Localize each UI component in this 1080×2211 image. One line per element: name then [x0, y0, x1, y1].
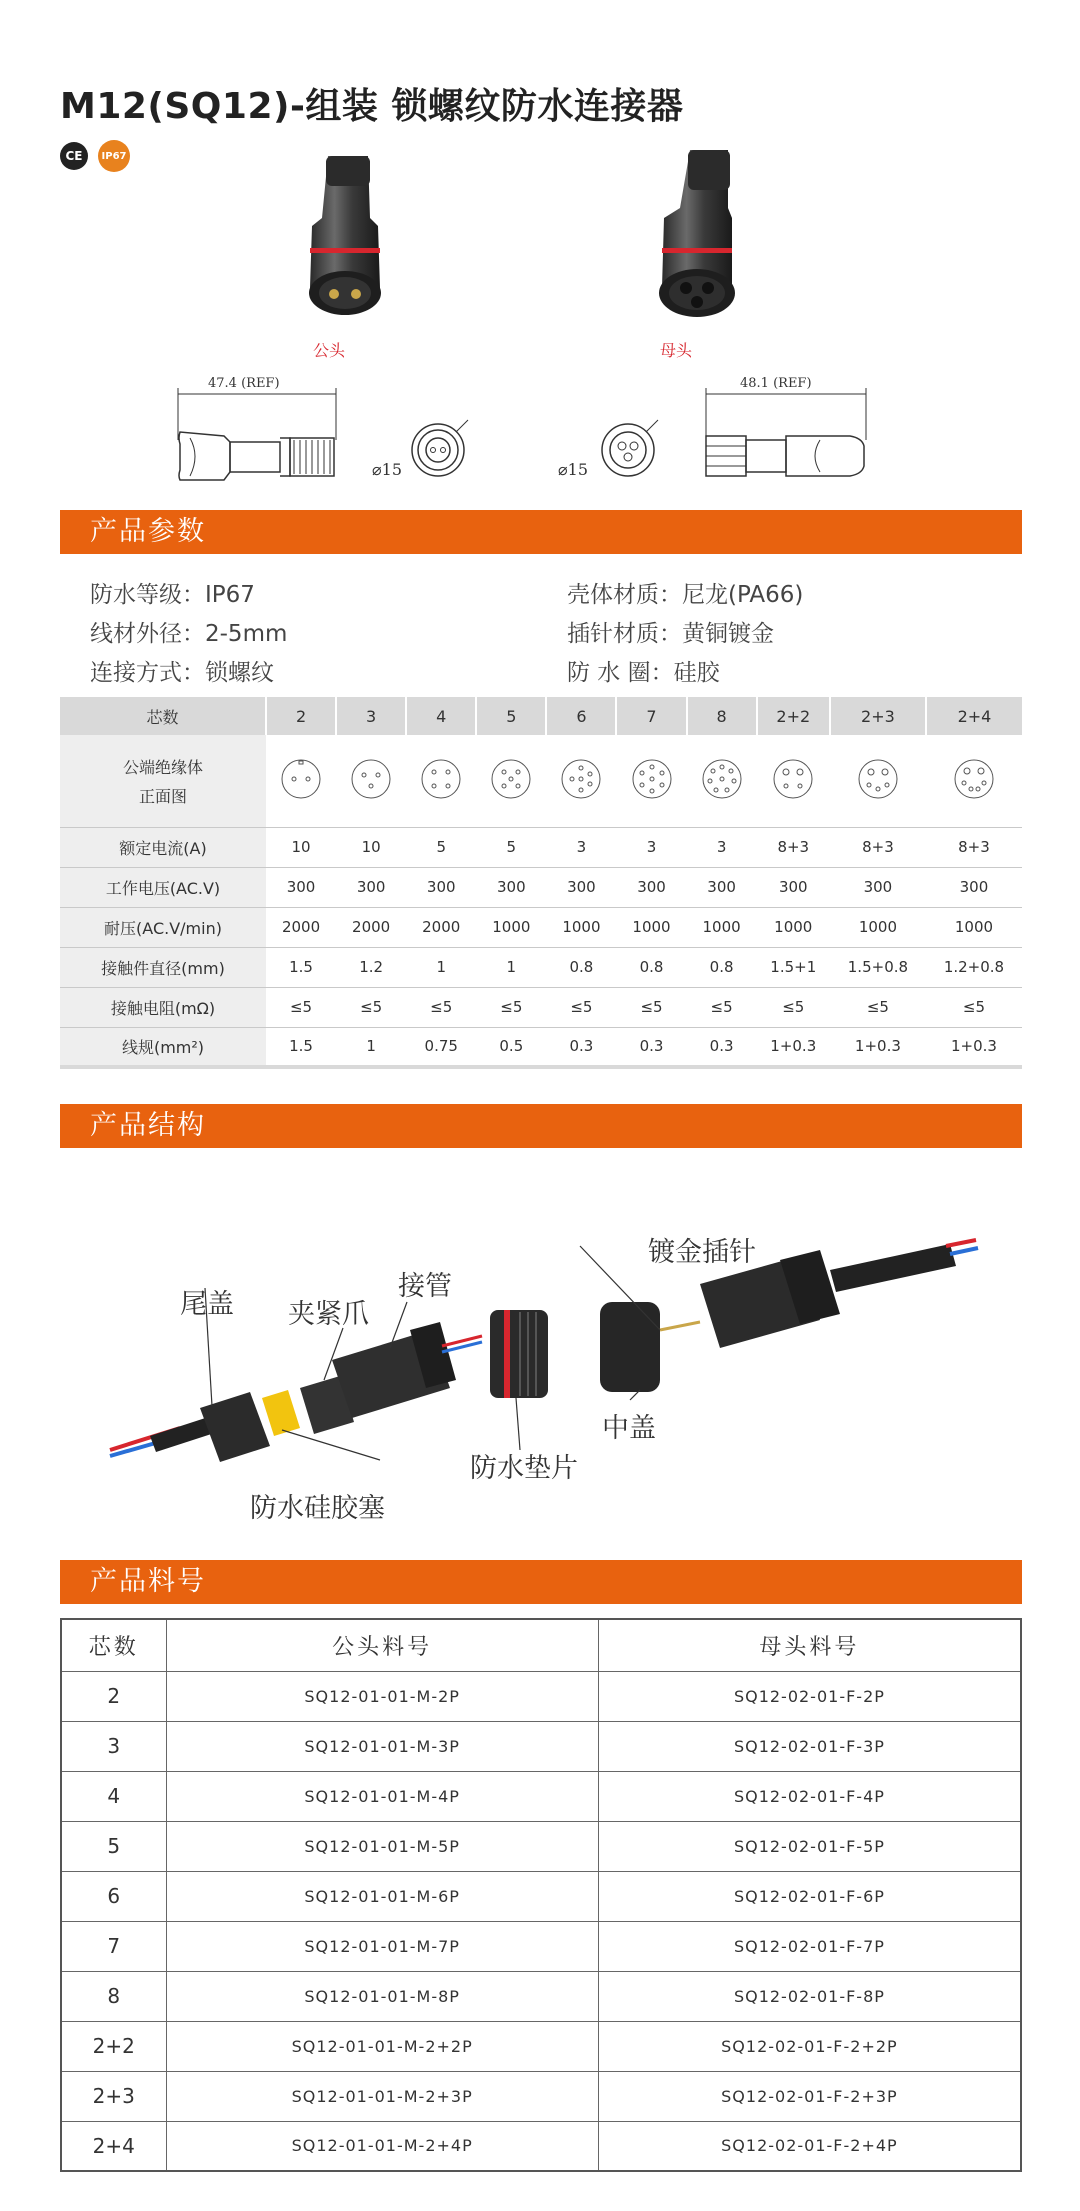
- spec-cell: 1+0.3: [926, 1027, 1022, 1067]
- page-title: M12(SQ12)-组装 锁螺纹防水连接器: [60, 86, 684, 127]
- spec-cell: 1000: [830, 907, 926, 947]
- param-pin-material: 插针材质：黄铜镀金: [567, 621, 774, 647]
- spec-cell: 1: [336, 1027, 406, 1067]
- spec-cell: 300: [687, 867, 757, 907]
- pn-female: SQ12-02-01-F-2+3P: [598, 2071, 1021, 2121]
- spec-face-label-line1: 公端绝缘体: [122, 757, 203, 777]
- pn-male: SQ12-01-01-M-2+3P: [166, 2071, 598, 2121]
- spec-cell: 5: [406, 827, 476, 867]
- pn-header-male: 公头料号: [166, 1619, 598, 1671]
- pn-cores: 6: [61, 1871, 166, 1921]
- female-connector-image: [620, 148, 770, 328]
- param-seal: 防 水 圈：硅胶: [567, 660, 720, 686]
- female-face-drawing: [590, 410, 670, 490]
- pn-cores: 2+2: [61, 2021, 166, 2071]
- table-row: [61, 1971, 1021, 2021]
- spec-cell: 300: [266, 867, 336, 907]
- table-row: [61, 1921, 1021, 1971]
- pn-female: SQ12-02-01-F-2+2P: [598, 2021, 1021, 2071]
- spec-cell: 0.75: [406, 1027, 476, 1067]
- spec-core: 4: [406, 697, 476, 735]
- spec-core: 2: [266, 697, 336, 735]
- spec-row-label: 额定电流(A): [60, 827, 266, 867]
- spec-cell: ≤5: [546, 987, 616, 1027]
- female-dimension-drawing: [700, 380, 880, 490]
- spec-row-label: 接触件直径(mm): [60, 947, 266, 987]
- label-clamp: 夹紧爪: [288, 1299, 369, 1330]
- spec-cell: 0.5: [476, 1027, 546, 1067]
- spec-cell: 0.3: [687, 1027, 757, 1067]
- spec-cell: 2000: [406, 907, 476, 947]
- pn-header-cores: 芯数: [61, 1619, 166, 1671]
- spec-core: 3: [336, 697, 406, 735]
- pin-face-icon: [406, 735, 476, 827]
- male-caption: 公头: [313, 341, 346, 360]
- pn-female: SQ12-02-01-F-4P: [598, 1771, 1021, 1821]
- spec-cell: 10: [336, 827, 406, 867]
- spec-cell: 0.8: [616, 947, 686, 987]
- spec-table: [60, 697, 1022, 1069]
- spec-cell: 300: [546, 867, 616, 907]
- pn-cores: 2: [61, 1671, 166, 1721]
- label-middle-cap: 中盖: [602, 1413, 656, 1444]
- spec-cell: ≤5: [757, 987, 830, 1027]
- spec-core: 2+4: [926, 697, 1022, 735]
- spec-cell: 10: [266, 827, 336, 867]
- female-caption: 母头: [660, 341, 693, 360]
- pin-face-icon: [266, 735, 336, 827]
- pn-female: SQ12-02-01-F-2P: [598, 1671, 1021, 1721]
- spec-header-row: [60, 697, 1022, 735]
- pn-female: SQ12-02-01-F-6P: [598, 1871, 1021, 1921]
- table-row: [61, 1821, 1021, 1871]
- ip67-badge-icon: IP67: [98, 140, 130, 172]
- spec-cell: ≤5: [687, 987, 757, 1027]
- male-face-drawing: [400, 410, 480, 490]
- spec-cell: ≤5: [616, 987, 686, 1027]
- spec-row-resistance: [60, 987, 1022, 1027]
- spec-cell: ≤5: [266, 987, 336, 1027]
- spec-cell: 1000: [687, 907, 757, 947]
- table-row: [61, 2071, 1021, 2121]
- pin-face-icon: [616, 735, 686, 827]
- spec-cell: ≤5: [406, 987, 476, 1027]
- pn-male: SQ12-01-01-M-6P: [166, 1871, 598, 1921]
- label-plug: 防水硅胶塞: [250, 1493, 385, 1524]
- pn-cores: 3: [61, 1721, 166, 1771]
- pin-face-icon: [687, 735, 757, 827]
- ce-mark-icon: CE: [60, 142, 88, 170]
- pn-cores: 2+3: [61, 2071, 166, 2121]
- spec-cell: 1: [406, 947, 476, 987]
- spec-cell: 300: [476, 867, 546, 907]
- spec-cell: 300: [926, 867, 1022, 907]
- table-row: [61, 2021, 1021, 2071]
- pin-face-icon: [476, 735, 546, 827]
- pn-female: SQ12-02-01-F-8P: [598, 1971, 1021, 2021]
- spec-cell: 1+0.3: [757, 1027, 830, 1067]
- spec-row-contact-diameter: [60, 947, 1022, 987]
- label-socket: 接管: [398, 1271, 452, 1302]
- spec-row-voltage: [60, 867, 1022, 907]
- spec-core: 6: [546, 697, 616, 735]
- spec-cell: 1: [476, 947, 546, 987]
- spec-cell: 1000: [616, 907, 686, 947]
- pn-male: SQ12-01-01-M-4P: [166, 1771, 598, 1821]
- spec-row-current: [60, 827, 1022, 867]
- spec-cell: 1.2: [336, 947, 406, 987]
- pin-face-icon: [830, 735, 926, 827]
- spec-core: 2+2: [757, 697, 830, 735]
- spec-row-label: 线规(mm²): [60, 1027, 266, 1067]
- spec-cell: 0.3: [616, 1027, 686, 1067]
- spec-cell: 1000: [476, 907, 546, 947]
- pn-cores: 2+4: [61, 2121, 166, 2171]
- pin-face-icon: [546, 735, 616, 827]
- spec-cell: 1000: [757, 907, 830, 947]
- spec-cell: 3: [546, 827, 616, 867]
- spec-cell: 0.3: [546, 1027, 616, 1067]
- pn-male: SQ12-01-01-M-7P: [166, 1921, 598, 1971]
- pn-male: SQ12-01-01-M-2P: [166, 1671, 598, 1721]
- pn-male: SQ12-01-01-M-2+4P: [166, 2121, 598, 2171]
- spec-face-label-line2: 正面图: [138, 786, 187, 806]
- spec-cell: 0.8: [546, 947, 616, 987]
- table-row: [61, 1671, 1021, 1721]
- section-structure-header: 产品结构: [60, 1104, 1022, 1148]
- spec-cell: 3: [687, 827, 757, 867]
- spec-core: 8: [687, 697, 757, 735]
- spec-cell: 1.5+0.8: [830, 947, 926, 987]
- pn-male: SQ12-01-01-M-3P: [166, 1721, 598, 1771]
- pn-cores: 5: [61, 1821, 166, 1871]
- spec-cell: ≤5: [926, 987, 1022, 1027]
- spec-cell: 1.5: [266, 1027, 336, 1067]
- spec-cell: 8+3: [830, 827, 926, 867]
- pn-male: SQ12-01-01-M-2+2P: [166, 2021, 598, 2071]
- pn-female: SQ12-02-01-F-2+4P: [598, 2121, 1021, 2171]
- pn-female: SQ12-02-01-F-5P: [598, 1821, 1021, 1871]
- table-row: [61, 1771, 1021, 1821]
- spec-cell: 1.2+0.8: [926, 947, 1022, 987]
- spec-row-wire-gauge: [60, 1027, 1022, 1067]
- pn-cores: 4: [61, 1771, 166, 1821]
- spec-cell: 8+3: [757, 827, 830, 867]
- male-length-dimension: 47.4 (REF): [208, 376, 280, 391]
- pn-male: SQ12-01-01-M-8P: [166, 1971, 598, 2021]
- pin-face-icon: [926, 735, 1022, 827]
- pin-face-icon: [336, 735, 406, 827]
- female-length-dimension: 48.1 (REF): [740, 376, 812, 391]
- spec-cell: 300: [616, 867, 686, 907]
- spec-cell: 3: [616, 827, 686, 867]
- spec-cell: ≤5: [830, 987, 926, 1027]
- spec-cell: ≤5: [336, 987, 406, 1027]
- spec-cell: 300: [406, 867, 476, 907]
- spec-cell: 300: [830, 867, 926, 907]
- spec-cell: 5: [476, 827, 546, 867]
- spec-row-label: 接触电阻(mΩ): [60, 987, 266, 1027]
- spec-cell: 300: [757, 867, 830, 907]
- param-waterproof: 防水等级：IP67: [90, 582, 255, 608]
- pn-female: SQ12-02-01-F-3P: [598, 1721, 1021, 1771]
- label-tail-cap: 尾盖: [180, 1289, 234, 1320]
- pn-cores: 8: [61, 1971, 166, 2021]
- table-row: [61, 2121, 1021, 2171]
- section-params-header: 产品参数: [60, 510, 1022, 554]
- spec-row-label: 耐压(AC.V/min): [60, 907, 266, 947]
- param-cable-diameter: 线材外径：2-5mm: [90, 621, 288, 647]
- spec-cell: 8+3: [926, 827, 1022, 867]
- pn-header-row: [61, 1619, 1021, 1671]
- param-connection: 连接方式：锁螺纹: [90, 660, 274, 686]
- spec-cell: 1.5+1: [757, 947, 830, 987]
- pn-female: SQ12-02-01-F-7P: [598, 1921, 1021, 1971]
- spec-core-label: 芯数: [60, 697, 266, 735]
- spec-cell: 300: [336, 867, 406, 907]
- spec-cell: 1000: [926, 907, 1022, 947]
- female-diameter: ⌀15: [558, 460, 588, 479]
- table-row: [61, 1871, 1021, 1921]
- pn-header-female: 母头料号: [598, 1619, 1021, 1671]
- pn-male: SQ12-01-01-M-5P: [166, 1821, 598, 1871]
- male-diameter: ⌀15: [372, 460, 402, 479]
- label-washer: 防水垫片: [470, 1453, 578, 1484]
- male-dimension-drawing: [170, 380, 350, 490]
- spec-cell: 2000: [336, 907, 406, 947]
- spec-cell: ≤5: [476, 987, 546, 1027]
- spec-cell: 1.5: [266, 947, 336, 987]
- spec-face-row: [60, 735, 1022, 827]
- label-gold-pin: 镀金插针: [648, 1237, 756, 1268]
- pn-cores: 7: [61, 1921, 166, 1971]
- spec-face-label: [60, 735, 266, 827]
- spec-cell: 1000: [546, 907, 616, 947]
- spec-core: 5: [476, 697, 546, 735]
- param-shell-material: 壳体材质：尼龙(PA66): [567, 582, 804, 608]
- male-connector-image: [270, 148, 420, 328]
- spec-core: 7: [616, 697, 686, 735]
- spec-core: 2+3: [830, 697, 926, 735]
- pin-face-icon: [757, 735, 830, 827]
- spec-cell: 0.8: [687, 947, 757, 987]
- section-part-numbers-header: 产品料号: [60, 1560, 1022, 1604]
- spec-cell: 2000: [266, 907, 336, 947]
- table-row: [61, 1721, 1021, 1771]
- spec-row-label: 工作电压(AC.V): [60, 867, 266, 907]
- part-number-table: [60, 1618, 1022, 2172]
- spec-row-withstand: [60, 907, 1022, 947]
- spec-cell: 1+0.3: [830, 1027, 926, 1067]
